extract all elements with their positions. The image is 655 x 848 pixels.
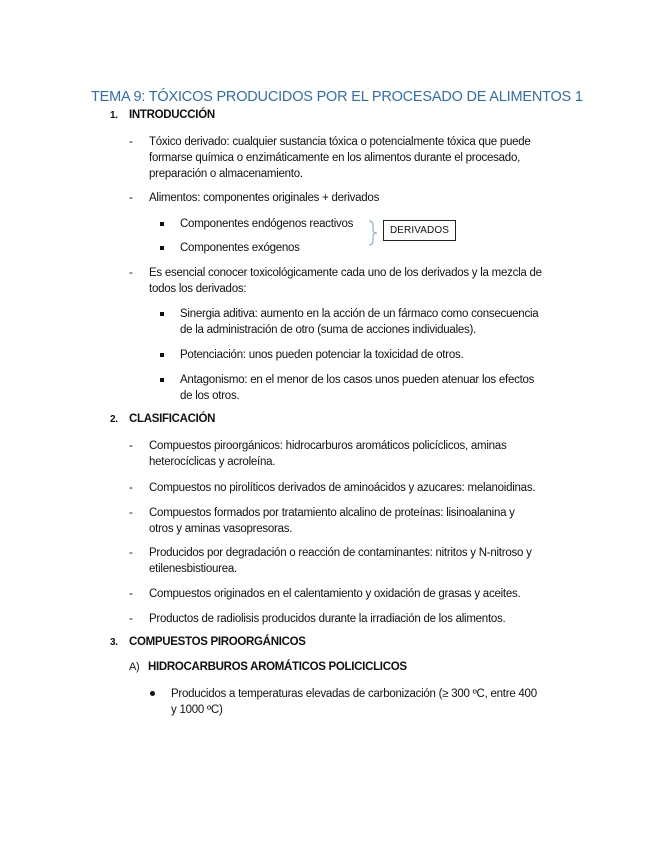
text-line: Producidos por degradación o reacción de contaminantes: nitritos y N-nitroso y <box>149 547 532 559</box>
text-line: Producidos a temperaturas elevadas de carbonización (≥ 300 ºC, entre 400 <box>171 688 537 700</box>
square-bullet <box>160 353 164 357</box>
dash-bullet: - <box>129 507 133 519</box>
square-bullet <box>160 246 164 250</box>
derivados-box: DERIVADOS <box>383 220 456 241</box>
brace-connector <box>368 220 380 246</box>
dash-bullet: - <box>129 547 133 559</box>
section-number: 3. <box>110 637 118 648</box>
text-line: y 1000 ºC) <box>171 704 223 716</box>
dash-bullet: - <box>129 267 133 279</box>
text-line: preparación o almacenamiento. <box>149 168 303 180</box>
square-bullet <box>160 378 164 382</box>
text-line: de los otros. <box>180 390 240 402</box>
subsection-label: HIDROCARBUROS AROMÁTICOS POLICICLICOS <box>148 661 407 673</box>
text-line: otros y aminas vasopresoras. <box>149 523 293 535</box>
text-line: Compuestos originados en el calentamiento y oxidación de grasas y aceites. <box>149 588 521 600</box>
text-line: todos los derivados: <box>149 283 247 295</box>
dash-bullet: - <box>129 136 133 148</box>
text-line: Compuestos no pirolíticos derivados de aminoácidos y azucares: melanoidinas. <box>149 482 536 494</box>
document-title: TEMA 9: TÓXICOS PRODUCIDOS POR EL PROCESADO DE ALIMENTOS 1 <box>91 89 583 105</box>
text-line: Alimentos: componentes originales + derivados <box>149 192 380 204</box>
dash-bullet: - <box>129 192 133 204</box>
text-line: Componentes exógenos <box>180 242 300 254</box>
text-line: Compuestos formados por tratamiento alcalino de proteínas: lisinoalanina y <box>149 507 515 519</box>
text-line: Compuestos piroorgánicos: hidrocarburos aromáticos policíclicos, aminas <box>149 440 507 452</box>
text-line: formarse química o enzimáticamente en los alimentos durante el procesado, <box>149 152 521 164</box>
subsection-letter: A) <box>129 661 140 673</box>
section-label: COMPUESTOS PIROORGÁNICOS <box>129 636 306 648</box>
text-line: Es esencial conocer toxicológicamente cada uno de los derivados y la mezcla de <box>149 267 542 279</box>
text-line: heterocíclicas y acroleína. <box>149 456 276 468</box>
text-line: Tóxico derivado: cualquier sustancia tóxica o potencialmente tóxica que puede <box>149 136 531 148</box>
section-number: 2. <box>110 414 118 425</box>
text-line: Antagonismo: en el menor de los casos unos pueden atenuar los efectos <box>180 374 535 386</box>
round-bullet <box>150 691 155 696</box>
text-line: Componentes endógenos reactivos <box>180 218 354 230</box>
text-line: de la administración de otro (suma de acciones individuales). <box>180 324 477 336</box>
dash-bullet: - <box>129 440 133 452</box>
section-label: CLASIFICACIÓN <box>129 413 216 425</box>
dash-bullet: - <box>129 482 133 494</box>
text-line: Potenciación: unos pueden potenciar la toxicidad de otros. <box>180 349 464 361</box>
square-bullet <box>160 312 164 316</box>
dash-bullet: - <box>129 588 133 600</box>
text-line: etilenesbistiourea. <box>149 563 237 575</box>
text-line: Productos de radiolisis producidos durante la irradiación de los alimentos. <box>149 613 506 625</box>
section-number: 1. <box>110 110 118 121</box>
square-bullet <box>160 222 164 226</box>
text-line: Sinergia aditiva: aumento en la acción de un fármaco como consecuencia <box>180 308 539 320</box>
dash-bullet: - <box>129 613 133 625</box>
section-label: INTRODUCCIÓN <box>129 109 215 121</box>
